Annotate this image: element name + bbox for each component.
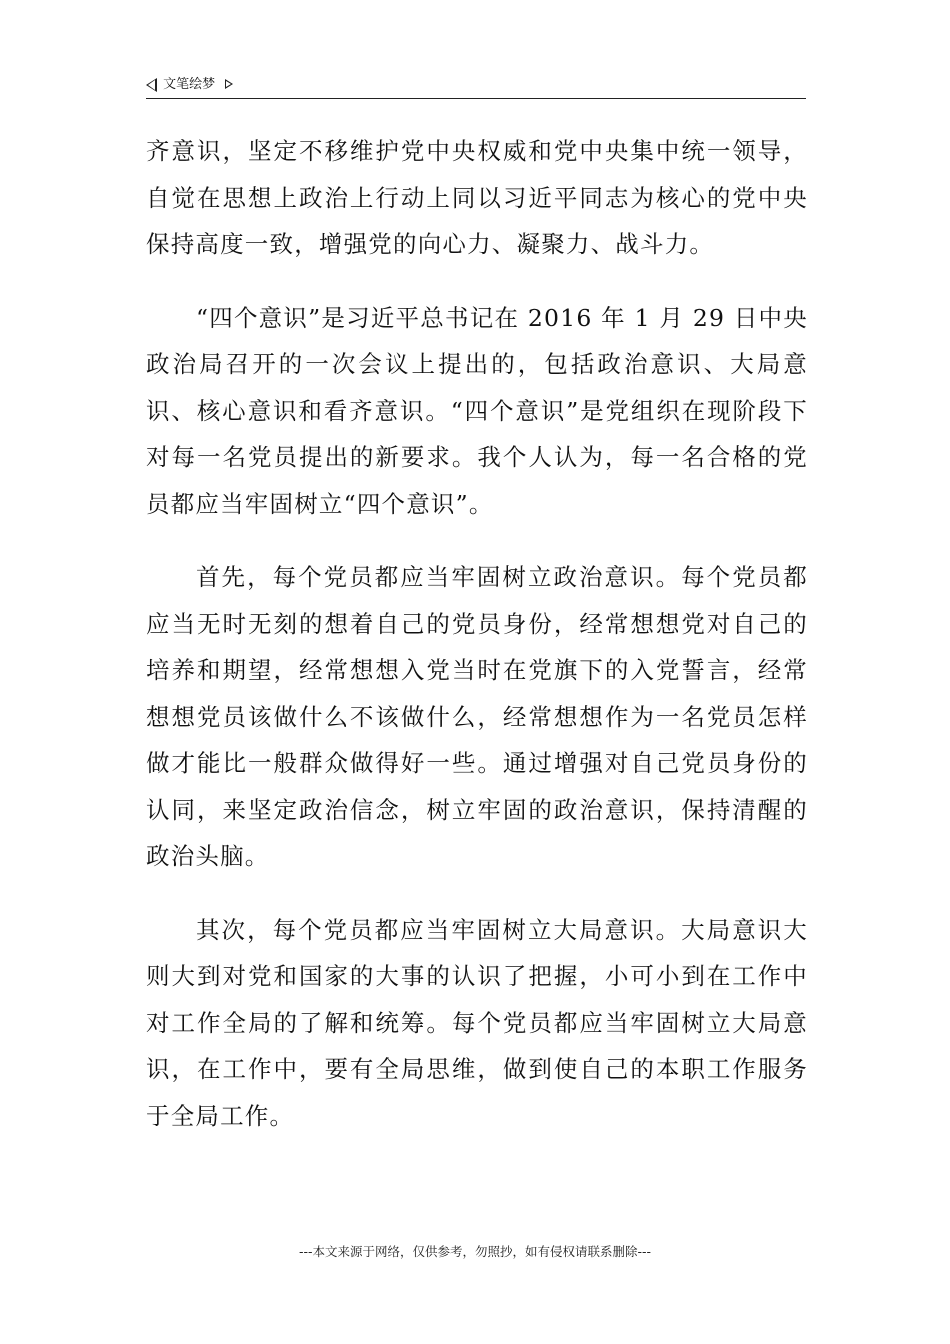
header-title: 文笔绘梦: [163, 77, 216, 92]
page-header: [146, 74, 806, 99]
paragraph-3: 首先，每个党员都应当牢固树立政治意识。每个党员都应当无时无刻的想着自己的党员身份，经常想想党对自己的培养和期望，经常想想入党当时在党旗下的入党誓言，经常想想党员该做什么不该做什么，经常想想作为一名党员怎样做才能比一般群众做得好一些。通过增强对自己党员身份的认同，来坚定政治信念，树立牢固的政治意识，保持清醒的政治头脑。: [146, 563, 808, 870]
paragraph-4: 其次，每个党员都应当牢固树立大局意识。大局意识大则大到对党和国家的大事的认识了把握，小可小到在工作中对工作全局的了解和统筹。每个党员都应当牢固树立大局意识，在工作中，要有全局思维，做到使自己的本职工作服务于全局工作。: [146, 915, 808, 1130]
paragraph-1: 齐意识，坚定不移维护党中央权威和党中央集中统一领导，自觉在思想上政治上行动上同以习近平同志为核心的党中央保持高度一致，增强党的向心力、凝聚力、战斗力。: [146, 137, 808, 258]
page-footer: ---本文来源于网络，仅供参考，勿照抄，如有侵权请联系删除---: [298, 1244, 652, 1259]
triangle-left-icon: [146, 78, 157, 92]
document-body: [146, 128, 808, 1139]
paragraph-2: “四个意识”是习近平总书记在 2016 年 1 月 29 日中央政治局召开的一次会议上提出的，包括政治意识、大局意识、核心意识和看齐意识。“四个意识”是党组织在现阶段下对每一名党员提出的新要求。我个人认为，每一名合格的党员都应当牢固树立“四个意识”。: [146, 303, 808, 518]
triangle-right-icon: [225, 79, 233, 89]
